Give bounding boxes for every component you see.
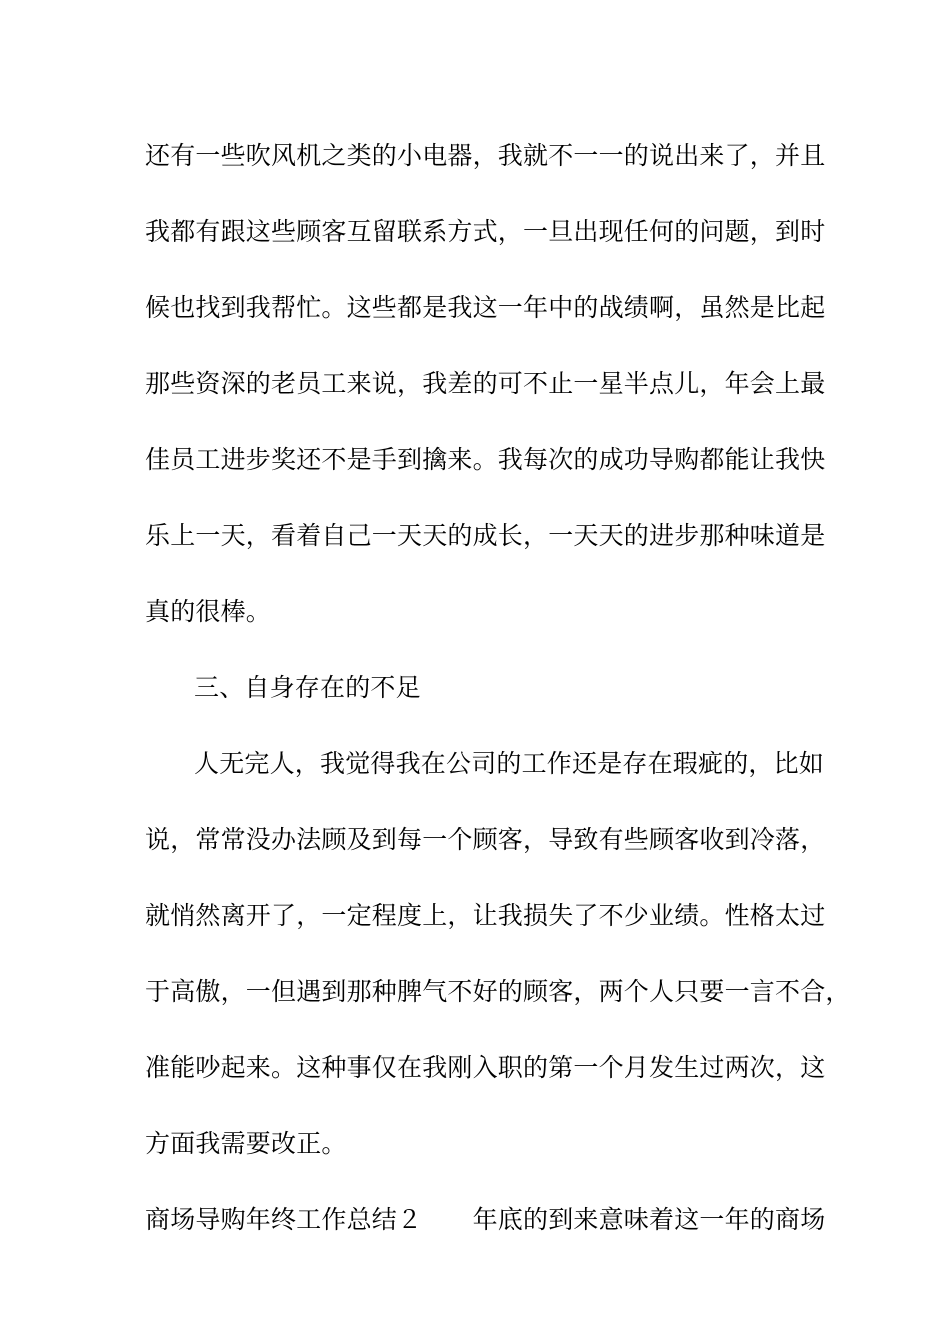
section-heading: 三、自身存在的不足 — [194, 673, 421, 702]
paragraph-line: 真的很棒。 — [145, 597, 272, 626]
paragraph-line: 准能吵起来。这种事仅在我刚入职的第一个月发生过两次，这 — [145, 1053, 826, 1082]
paragraph-line: 那些资深的老员工来说，我差的可不止一星半点儿，年会上最 — [145, 369, 826, 398]
paragraph-line: 乐上一天，看着自己一天天的成长，一天天的进步那种味道是 — [145, 521, 826, 550]
paragraph-line: 我都有跟这些顾客互留联系方式，一旦出现任何的问题，到时 — [145, 217, 826, 246]
next-section-title-line: 商场导购年终工作总结２ 年底的到来意味着这一年的商场 — [145, 1205, 826, 1234]
paragraph-line: 于高傲，一但遇到那种脾气不好的顾客，两个人只要一言不合， — [145, 977, 851, 1006]
paragraph-line: 候也找到我帮忙。这些都是我这一年中的战绩啊，虽然是比起 — [145, 293, 826, 322]
paragraph-line: 人无完人，我觉得我在公司的工作还是存在瑕疵的，比如 — [194, 749, 825, 778]
paragraph-line: 佳员工进步奖还不是手到擒来。我每次的成功导购都能让我快 — [145, 445, 826, 474]
paragraph-line: 就悄然离开了，一定程度上，让我损失了不少业绩。性格太过 — [145, 901, 826, 930]
paragraph-line: 说，常常没办法顾及到每一个顾客，导致有些顾客收到冷落， — [145, 825, 826, 854]
paragraph-line: 方面我需要改正。 — [145, 1129, 347, 1158]
paragraph-line: 还有一些吹风机之类的小电器，我就不一一的说出来了，并且 — [145, 141, 826, 170]
